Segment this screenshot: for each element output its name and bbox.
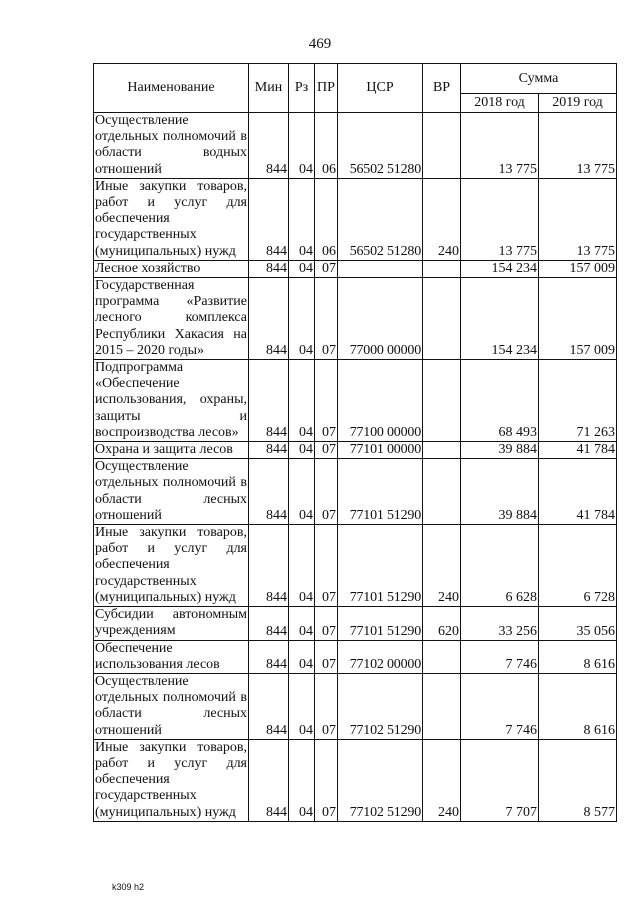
- row-sum-2019: 157 009: [539, 278, 617, 360]
- row-rz: 04: [289, 459, 315, 525]
- header-pr: ПР: [315, 64, 338, 113]
- row-sum-2019: 8 577: [539, 739, 617, 821]
- row-name: Лесное хозяйство: [94, 260, 249, 277]
- row-name: Осуществление отдельных полномочий в области лесных отношений: [95, 459, 247, 523]
- row-sum-2018: 13 775: [461, 113, 539, 179]
- row-vr: 620: [423, 607, 461, 640]
- row-sum-2018: 39 884: [461, 442, 539, 459]
- row-sum-2018: 154 234: [461, 260, 539, 277]
- table-row: [94, 442, 617, 459]
- row-min: 844: [249, 525, 289, 607]
- header-vr: ВР: [423, 64, 461, 113]
- row-sum-2019: 8 616: [539, 640, 617, 673]
- row-vr: 240: [423, 739, 461, 821]
- row-sum-2019: 13 775: [539, 178, 617, 260]
- row-sum-2019: 71 263: [539, 360, 617, 442]
- row-pr: 07: [315, 260, 338, 277]
- row-sum-2019: 41 784: [539, 459, 617, 525]
- table-row: [94, 360, 617, 442]
- row-name: Иные закупки товаров, работ и услуг для обеспечения государственных (муниципальных) нужд: [95, 739, 247, 820]
- row-csr: 77101 51290: [338, 525, 423, 607]
- row-sum-2019: 41 784: [539, 442, 617, 459]
- table-row: [94, 607, 617, 640]
- row-vr: [423, 278, 461, 360]
- row-vr: [423, 640, 461, 673]
- row-sum-2018: 7 746: [461, 640, 539, 673]
- row-rz: 04: [289, 607, 315, 640]
- row-pr: 07: [315, 459, 338, 525]
- table-row: [94, 640, 617, 673]
- row-vr: [423, 360, 461, 442]
- table-row: [94, 673, 617, 739]
- row-min: 844: [249, 640, 289, 673]
- row-min: 844: [249, 260, 289, 277]
- row-sum-2018: 68 493: [461, 360, 539, 442]
- row-pr: 07: [315, 607, 338, 640]
- row-csr: 77102 00000: [338, 640, 423, 673]
- table-row: [94, 260, 617, 277]
- row-rz: 04: [289, 278, 315, 360]
- row-pr: 07: [315, 673, 338, 739]
- header-min: Мин: [249, 64, 289, 113]
- row-rz: 04: [289, 640, 315, 673]
- row-name: Подпрограмма «Обеспечение использования, охраны, защиты и воспроизводства лесов»: [95, 360, 247, 440]
- row-name: Иные закупки товаров, работ и услуг для обеспечения государственных (муниципальных) нужд: [95, 178, 247, 259]
- row-sum-2018: 33 256: [461, 607, 539, 640]
- row-csr: 77000 00000: [338, 278, 423, 360]
- table-row: [94, 739, 617, 821]
- row-pr: 07: [315, 739, 338, 821]
- row-vr: [423, 442, 461, 459]
- row-vr: [423, 459, 461, 525]
- table-body: [94, 113, 617, 822]
- row-name: Осуществление отдельных полномочий в области лесных отношений: [95, 673, 247, 738]
- row-vr: 240: [423, 525, 461, 607]
- row-csr: 77102 51290: [338, 673, 423, 739]
- row-rz: 04: [289, 113, 315, 179]
- page-number: 469: [308, 36, 332, 52]
- header-csr: ЦСР: [338, 64, 423, 113]
- row-sum-2018: 7 746: [461, 673, 539, 739]
- row-name: Обеспечение использования лесов: [94, 640, 249, 673]
- row-min: 844: [249, 459, 289, 525]
- row-name: Осуществление отдельных полномочий в области водных отношений: [95, 113, 247, 177]
- table-row: [94, 278, 617, 360]
- footer-code: k309 h2: [112, 882, 145, 892]
- row-rz: 04: [289, 360, 315, 442]
- row-min: 844: [249, 607, 289, 640]
- header-sum: Сумма: [461, 64, 617, 94]
- row-rz: 04: [289, 178, 315, 260]
- row-csr: [338, 260, 423, 277]
- table-row: [94, 459, 617, 525]
- row-sum-2019: 6 728: [539, 525, 617, 607]
- table-row: [94, 113, 617, 179]
- row-rz: 04: [289, 260, 315, 277]
- row-min: 844: [249, 442, 289, 459]
- row-sum-2018: 7 707: [461, 739, 539, 821]
- row-min: 844: [249, 360, 289, 442]
- row-rz: 04: [289, 525, 315, 607]
- budget-table: [93, 63, 617, 822]
- row-pr: 06: [315, 178, 338, 260]
- table-row: [94, 525, 617, 607]
- row-csr: 56502 51280: [338, 178, 423, 260]
- row-sum-2018: 39 884: [461, 459, 539, 525]
- header-rz: Рз: [289, 64, 315, 113]
- row-rz: 04: [289, 442, 315, 459]
- row-name: Государственная программа «Развитие лесного комплекса Республики Хакасия на 2015 – 2020 годы»: [95, 278, 247, 358]
- row-pr: 06: [315, 113, 338, 179]
- row-sum-2018: 6 628: [461, 525, 539, 607]
- row-pr: 07: [315, 640, 338, 673]
- row-vr: [423, 260, 461, 277]
- row-min: 844: [249, 278, 289, 360]
- row-sum-2018: 154 234: [461, 278, 539, 360]
- row-vr: [423, 673, 461, 739]
- table-row: [94, 178, 617, 260]
- row-sum-2018: 13 775: [461, 178, 539, 260]
- row-sum-2019: 13 775: [539, 113, 617, 179]
- row-pr: 07: [315, 360, 338, 442]
- row-csr: 77100 00000: [338, 360, 423, 442]
- row-sum-2019: 157 009: [539, 260, 617, 277]
- row-sum-2019: 8 616: [539, 673, 617, 739]
- header-name: Наименование: [94, 64, 249, 113]
- row-csr: 77101 00000: [338, 442, 423, 459]
- row-csr: 77102 51290: [338, 739, 423, 821]
- header-year-2019: 2019 год: [539, 94, 617, 113]
- row-min: 844: [249, 739, 289, 821]
- header-year-2018: 2018 год: [461, 94, 539, 113]
- row-name: Иные закупки товаров, работ и услуг для обеспечения государственных (муниципальных) нужд: [95, 525, 247, 605]
- row-csr: 56502 51280: [338, 113, 423, 179]
- row-vr: [423, 113, 461, 179]
- row-csr: 77101 51290: [338, 607, 423, 640]
- row-pr: 07: [315, 278, 338, 360]
- row-rz: 04: [289, 673, 315, 739]
- row-min: 844: [249, 113, 289, 179]
- row-vr: 240: [423, 178, 461, 260]
- row-name: Охрана и защита лесов: [94, 442, 249, 459]
- row-pr: 07: [315, 525, 338, 607]
- row-min: 844: [249, 178, 289, 260]
- row-rz: 04: [289, 739, 315, 821]
- row-min: 844: [249, 673, 289, 739]
- row-sum-2019: 35 056: [539, 607, 617, 640]
- row-pr: 07: [315, 442, 338, 459]
- row-csr: 77101 51290: [338, 459, 423, 525]
- row-name: Субсидии автономным учреждениям: [95, 607, 247, 639]
